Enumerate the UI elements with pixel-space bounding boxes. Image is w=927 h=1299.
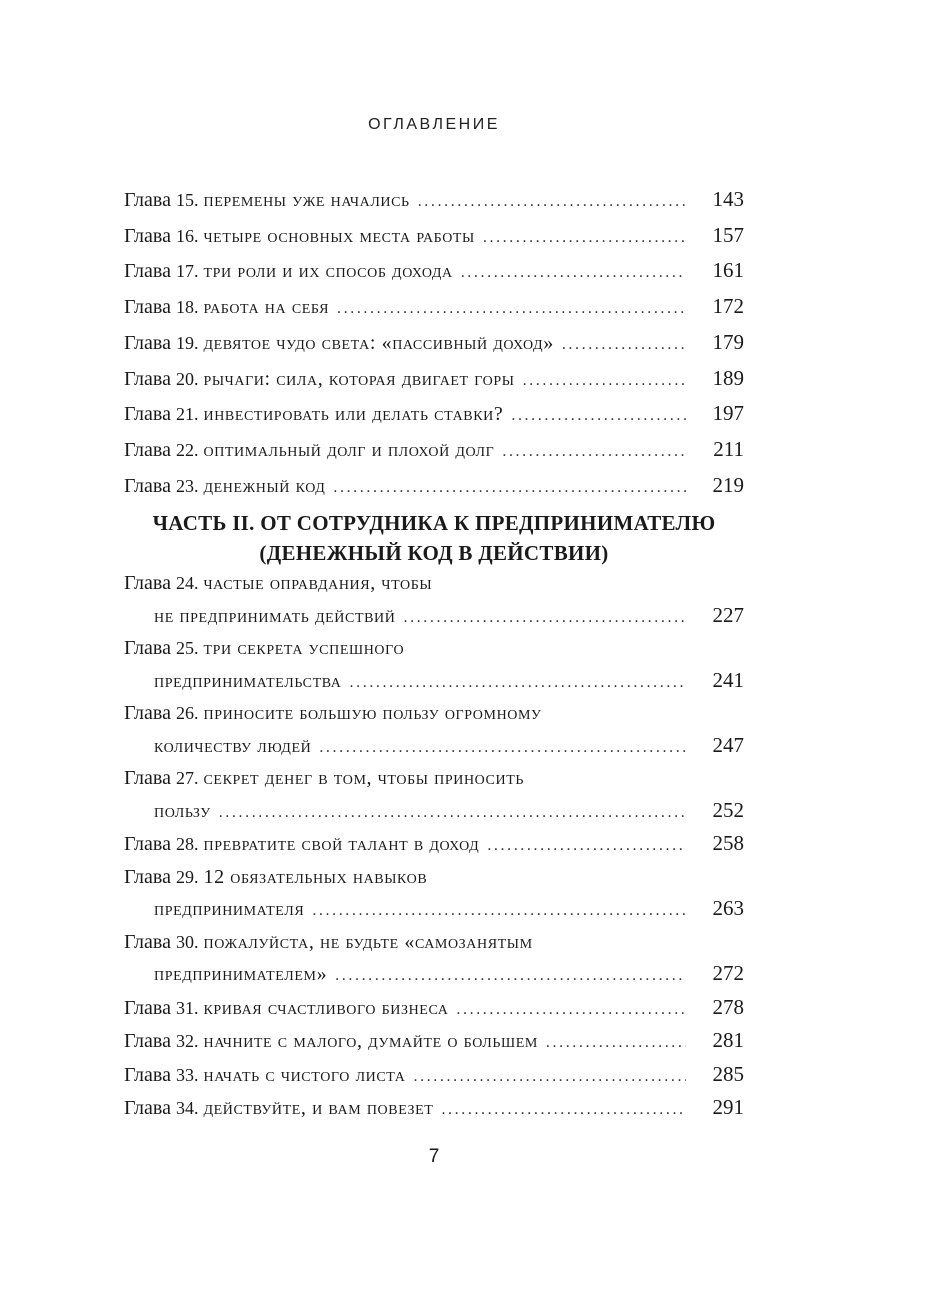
dot-leader <box>502 436 686 469</box>
page-ref: 211 <box>713 436 744 461</box>
toc-entry-26[interactable] <box>124 698 744 730</box>
page-ref: 281 <box>712 1028 744 1052</box>
toc-entry-19[interactable] <box>124 326 744 362</box>
page-ref: 189 <box>712 365 744 390</box>
part-2-subtitle: (ДЕНЕЖНЫЙ КОД В ДЕЙСТВИИ) <box>259 541 609 565</box>
dot-leader <box>441 1094 686 1126</box>
chapter-title: начните с малого, думайте о большем <box>203 1030 538 1052</box>
dot-leader <box>337 293 686 326</box>
dot-leader <box>403 602 686 634</box>
toc-entry-33[interactable] <box>124 1059 744 1093</box>
page-ref: 172 <box>712 294 744 319</box>
chapter-label: Глава 29. <box>124 865 199 888</box>
chapter-title-line2: предпринимательства <box>154 669 342 692</box>
toc-entry-27-cont[interactable] <box>124 795 744 829</box>
chapter-title: перемены уже начались <box>203 189 410 211</box>
chapter-title-line2: не предпринимать действий <box>154 604 396 627</box>
page-ref: 252 <box>712 797 744 822</box>
toc-entry-18[interactable] <box>124 290 744 326</box>
chapter-title-line2: предпринимателя <box>154 898 305 920</box>
page-ref: 227 <box>712 602 744 627</box>
chapter-title-line2: предпринимателем» <box>154 963 328 985</box>
chapter-label: Глава 22. <box>124 438 199 461</box>
chapter-title: оптимальный долг и плохой долг <box>203 438 495 461</box>
toc-entry-25[interactable] <box>124 633 744 665</box>
chapter-label: Глава 17. <box>124 260 199 283</box>
chapter-label: Глава 16. <box>124 224 199 247</box>
chapter-label: Глава 33. <box>124 1063 199 1086</box>
toc-entry-25-cont[interactable] <box>124 665 744 699</box>
toc-entry-30[interactable] <box>124 927 744 959</box>
page-ref: 285 <box>712 1061 744 1086</box>
toc-entry-29[interactable] <box>124 862 744 894</box>
page-ref: 219 <box>712 472 744 497</box>
page-ref: 272 <box>712 961 744 985</box>
toc-entry-23[interactable] <box>124 469 744 505</box>
toc-entry-34[interactable] <box>124 1092 744 1126</box>
page-ref: 258 <box>712 831 744 855</box>
dot-leader <box>487 830 686 862</box>
toc-part2 <box>124 568 744 1126</box>
dot-leader <box>456 994 686 1026</box>
chapter-label: Глава 18. <box>124 296 199 319</box>
chapter-label: Глава 15. <box>124 189 199 211</box>
chapter-label: Глава 25. <box>124 637 199 659</box>
chapter-title-line1: пожалуйста, не будьте «самозанятым <box>203 930 533 953</box>
dot-leader <box>418 186 686 219</box>
chapter-title: превратите свой талант в доход <box>203 833 480 855</box>
chapter-label: Глава 32. <box>124 1030 199 1052</box>
part-2-title: ЧАСТЬ II. ОТ СОТРУДНИКА К ПРЕДПРИНИМАТЕЛЮ <box>152 511 716 535</box>
page-ref: 179 <box>712 329 744 354</box>
dot-leader <box>312 895 686 927</box>
chapter-label: Глава 21. <box>124 403 199 426</box>
dot-leader <box>523 365 686 398</box>
chapter-title-line1: приносите большую пользу огромному <box>203 702 542 724</box>
chapter-title: три роли и их способ дохода <box>203 260 453 283</box>
page-ref: 143 <box>712 187 744 211</box>
page-ref: 157 <box>712 222 744 247</box>
running-head: ОГЛАВЛЕНИЕ <box>368 116 500 133</box>
dot-leader <box>350 667 686 699</box>
toc-entry-15[interactable] <box>124 183 744 219</box>
chapter-label: Глава 30. <box>124 930 199 953</box>
page-ref: 161 <box>712 258 744 283</box>
chapter-title-line2: количеству людей <box>154 734 312 757</box>
dot-leader <box>483 222 686 255</box>
page-ref: 263 <box>712 896 744 920</box>
toc-entry-32[interactable] <box>124 1025 744 1059</box>
dot-leader <box>413 1061 686 1093</box>
chapter-label: Глава 26. <box>124 702 199 724</box>
chapter-title: инвестировать или делать ставки? <box>203 403 504 426</box>
chapter-title: денежный код <box>203 474 326 497</box>
part-2-heading[interactable] <box>124 508 744 568</box>
toc-entry-24-cont[interactable] <box>124 600 744 634</box>
toc-entry-28[interactable] <box>124 828 744 862</box>
dot-leader <box>546 1027 686 1059</box>
chapter-title-line1: три секрета успешного <box>203 637 405 659</box>
chapter-label: Глава 28. <box>124 833 199 855</box>
chapter-label: Глава 31. <box>124 996 199 1019</box>
chapter-label: Глава 20. <box>124 367 199 390</box>
page-ref: 247 <box>712 732 744 757</box>
toc-entry-29-cont[interactable] <box>124 893 744 927</box>
chapter-title-line1: секрет денег в том, чтобы приносить <box>203 767 524 789</box>
page-ref: 291 <box>712 1095 744 1119</box>
toc-entry-17[interactable] <box>124 254 744 290</box>
chapter-title: действуйте, и вам повезет <box>203 1097 434 1119</box>
dot-leader <box>319 732 686 764</box>
page-number: 7 <box>428 1146 440 1167</box>
page-ref: 241 <box>712 667 744 692</box>
toc-entry-27[interactable] <box>124 763 744 795</box>
chapter-label: Глава 23. <box>124 474 199 497</box>
toc-entry-24[interactable] <box>124 568 744 600</box>
chapter-title: кривая счастливого бизнеса <box>203 996 449 1019</box>
chapter-label: Глава 34. <box>124 1097 199 1119</box>
dot-leader <box>511 400 686 433</box>
chapter-title: девятое чудо света: «пассивный доход» <box>203 331 554 354</box>
dot-leader <box>333 472 686 505</box>
chapter-label: Глава 19. <box>124 331 199 354</box>
toc-entry-20[interactable] <box>124 362 744 398</box>
chapter-title-line2: пользу <box>154 799 211 822</box>
chapter-title: рычаги: сила, которая двигает горы <box>203 367 515 390</box>
toc-entry-31[interactable] <box>124 992 744 1026</box>
toc-entry-21[interactable] <box>124 397 744 433</box>
toc-entry-30-cont[interactable] <box>124 958 744 992</box>
toc-entry-26-cont[interactable] <box>124 730 744 764</box>
toc-entry-16[interactable] <box>124 219 744 255</box>
dot-leader <box>335 960 686 992</box>
dot-leader <box>219 797 686 829</box>
chapter-title-line1: частые оправдания, чтобы <box>203 572 433 594</box>
page-ref: 197 <box>712 401 744 426</box>
chapter-label: Глава 27. <box>124 767 199 789</box>
chapter-label: Глава 24. <box>124 572 199 594</box>
dot-leader <box>461 257 686 290</box>
page-ref: 278 <box>712 994 744 1019</box>
chapter-title: четыре основных места работы <box>203 224 475 247</box>
chapter-title: работа на себя <box>203 296 330 319</box>
dot-leader <box>562 329 686 362</box>
chapter-title-line1: 12 обязательных навыков <box>203 865 428 888</box>
toc-entry-22[interactable] <box>124 433 744 469</box>
toc-part1 <box>124 183 744 504</box>
chapter-title: начать с чистого листа <box>203 1063 406 1086</box>
